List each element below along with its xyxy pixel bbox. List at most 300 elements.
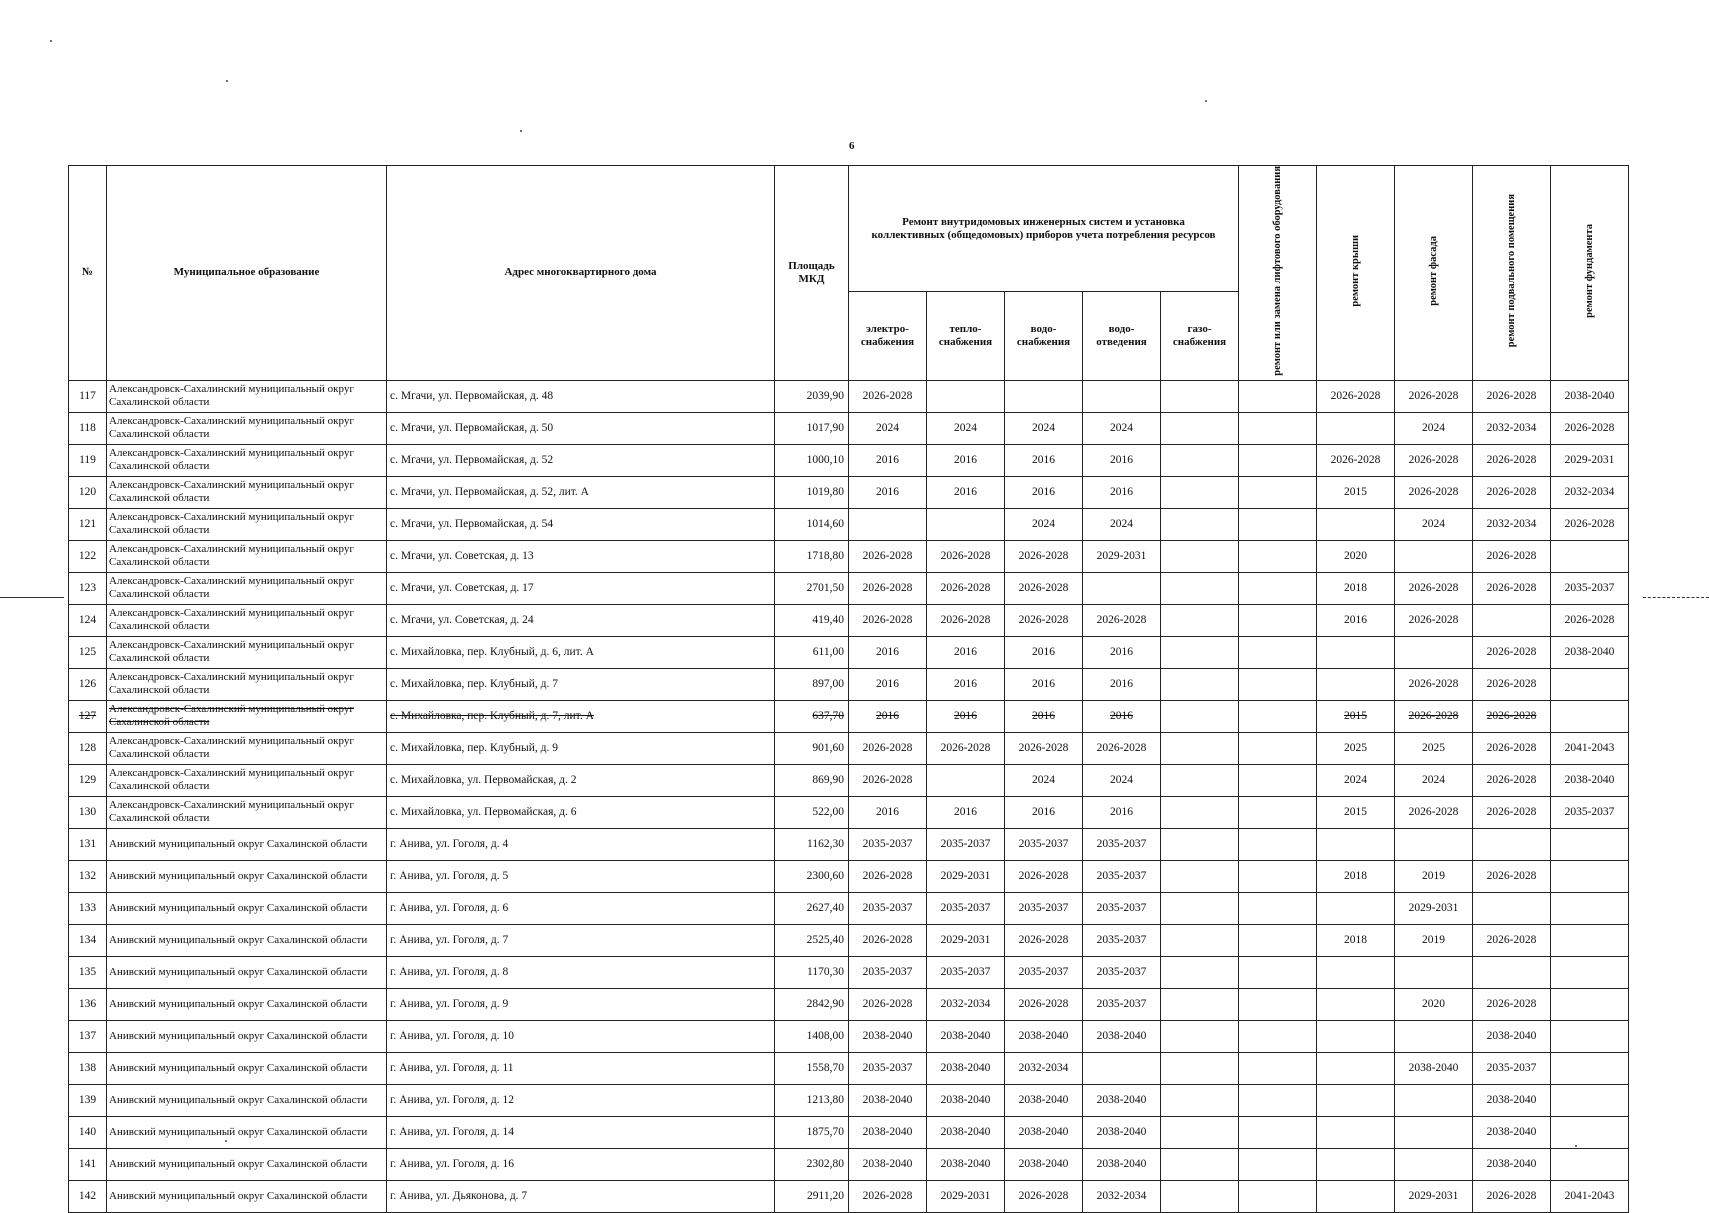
address-cell: с. Мгачи, ул. Советская, д. 17 [387,572,775,604]
gas-cell [1161,732,1239,764]
table-row [69,764,1629,796]
foundation-cell [1551,540,1629,572]
gas-cell [1161,508,1239,540]
scan-speck [1205,100,1207,102]
address-cell: г. Анива, ул. Гоголя, д. 10 [387,1020,775,1052]
roof-cell [1317,1116,1395,1148]
basement-cell: 2038-2040 [1473,1020,1551,1052]
address-cell: с. Михайловка, ул. Первомайская, д. 2 [387,764,775,796]
area-cell: 2911,20 [775,1180,849,1212]
facade-cell: 2019 [1395,924,1473,956]
address-cell: с. Мгачи, ул. Первомайская, д. 52, лит. А [387,476,775,508]
lift-cell [1239,956,1317,988]
heat-cell: 2026-2028 [927,572,1005,604]
lift-cell [1239,604,1317,636]
water-cell: 2038-2040 [1005,1148,1083,1180]
sewer-cell: 2016 [1083,636,1161,668]
heat-cell: 2026-2028 [927,540,1005,572]
roof-cell: 2015 [1317,796,1395,828]
lift-cell [1239,412,1317,444]
water-cell: 2032-2034 [1005,1052,1083,1084]
lift-cell [1239,828,1317,860]
lift-cell [1239,668,1317,700]
facade-cell: 2026-2028 [1395,476,1473,508]
lift-cell [1239,444,1317,476]
roof-cell [1317,892,1395,924]
header-facade: ремонт фасада [1395,166,1473,381]
heat-cell: 2016 [927,700,1005,732]
water-cell: 2016 [1005,636,1083,668]
basement-cell: 2026-2028 [1473,860,1551,892]
basement-cell [1473,604,1551,636]
gas-cell [1161,668,1239,700]
gas-cell [1161,412,1239,444]
address-cell: г. Анива, ул. Гоголя, д. 4 [387,828,775,860]
gas-cell [1161,572,1239,604]
water-cell: 2016 [1005,668,1083,700]
area-cell: 2525,40 [775,924,849,956]
gas-cell [1161,700,1239,732]
water-cell [1005,380,1083,412]
sewer-cell: 2038-2040 [1083,1116,1161,1148]
area-cell: 2039,90 [775,380,849,412]
area-cell: 2300,60 [775,860,849,892]
lift-cell [1239,476,1317,508]
municipality-cell: Анивский муниципальный округ Сахалинской области [107,988,387,1020]
table-row [69,412,1629,444]
facade-cell: 2026-2028 [1395,444,1473,476]
area-cell: 1014,60 [775,508,849,540]
municipality-cell: Александровск-Сахалинский муниципальный округ Сахалинской области [107,412,387,444]
facade-cell [1395,1020,1473,1052]
basement-cell: 2032-2034 [1473,508,1551,540]
header-water: водо-снабжения [1005,292,1083,381]
sewer-cell: 2035-2037 [1083,860,1161,892]
area-cell: 869,90 [775,764,849,796]
area-cell: 901,60 [775,732,849,764]
facade-cell: 2020 [1395,988,1473,1020]
table-row [69,892,1629,924]
electricity-cell: 2035-2037 [849,892,927,924]
municipality-cell: Анивский муниципальный округ Сахалинской области [107,956,387,988]
heat-cell: 2035-2037 [927,828,1005,860]
roof-cell [1317,828,1395,860]
area-cell: 522,00 [775,796,849,828]
area-cell: 1162,30 [775,828,849,860]
municipality-cell: Александровск-Сахалинский муниципальный округ Сахалинской области [107,476,387,508]
facade-cell: 2024 [1395,508,1473,540]
heat-cell: 2026-2028 [927,732,1005,764]
scan-speck [226,80,228,82]
table-row [69,1020,1629,1052]
sewer-cell: 2035-2037 [1083,924,1161,956]
address-cell: г. Анива, ул. Гоголя, д. 6 [387,892,775,924]
address-cell: г. Анива, ул. Гоголя, д. 9 [387,988,775,1020]
area-cell: 1000,10 [775,444,849,476]
electricity-cell: 2016 [849,444,927,476]
area-cell: 2701,50 [775,572,849,604]
table-row [69,924,1629,956]
roof-cell: 2015 [1317,476,1395,508]
row-number: 134 [69,924,107,956]
sewer-cell: 2038-2040 [1083,1020,1161,1052]
table-row [69,732,1629,764]
heat-cell: 2029-2031 [927,1180,1005,1212]
municipality-cell: Анивский муниципальный округ Сахалинской области [107,860,387,892]
municipality-cell: Анивский муниципальный округ Сахалинской области [107,1116,387,1148]
row-number: 124 [69,604,107,636]
gas-cell [1161,988,1239,1020]
header-area: Площадь МКД [775,166,849,381]
electricity-cell: 2016 [849,636,927,668]
facade-cell: 2024 [1395,764,1473,796]
row-number: 141 [69,1148,107,1180]
municipality-cell: Александровск-Сахалинский муниципальный округ Сахалинской области [107,796,387,828]
basement-cell: 2026-2028 [1473,988,1551,1020]
gas-cell [1161,924,1239,956]
facade-cell: 2029-2031 [1395,1180,1473,1212]
heat-cell: 2038-2040 [927,1020,1005,1052]
right-margin-line [1643,597,1709,598]
foundation-cell [1551,956,1629,988]
address-cell: г. Анива, ул. Гоголя, д. 12 [387,1084,775,1116]
lift-cell [1239,636,1317,668]
table-row [69,1116,1629,1148]
row-number: 118 [69,412,107,444]
municipality-cell: Александровск-Сахалинский муниципальный округ Сахалинской области [107,444,387,476]
electricity-cell: 2035-2037 [849,1052,927,1084]
roof-cell: 2018 [1317,860,1395,892]
sewer-cell [1083,380,1161,412]
row-number: 131 [69,828,107,860]
foundation-cell: 2038-2040 [1551,764,1629,796]
gas-cell [1161,1052,1239,1084]
lift-cell [1239,540,1317,572]
sewer-cell: 2038-2040 [1083,1148,1161,1180]
gas-cell [1161,476,1239,508]
table-row [69,508,1629,540]
sewer-cell: 2016 [1083,476,1161,508]
row-number: 132 [69,860,107,892]
lift-cell [1239,924,1317,956]
municipality-cell: Александровск-Сахалинский муниципальный округ Сахалинской области [107,732,387,764]
table-row [69,540,1629,572]
water-cell: 2024 [1005,764,1083,796]
gas-cell [1161,796,1239,828]
facade-cell [1395,1116,1473,1148]
address-cell: с. Михайловка, пер. Клубный, д. 9 [387,732,775,764]
address-cell: с. Михайловка, пер. Клубный, д. 6, лит. А [387,636,775,668]
roof-cell [1317,1020,1395,1052]
gas-cell [1161,1020,1239,1052]
facade-cell [1395,540,1473,572]
header-electricity: электро-снабжения [849,292,927,381]
sewer-cell: 2026-2028 [1083,732,1161,764]
water-cell: 2026-2028 [1005,572,1083,604]
foundation-cell: 2041-2043 [1551,732,1629,764]
header-heat: тепло-снабжения [927,292,1005,381]
address-cell: г. Анива, ул. Гоголя, д. 16 [387,1148,775,1180]
repair-schedule-table [68,165,1629,1213]
table-row [69,796,1629,828]
foundation-cell [1551,924,1629,956]
table-row [69,444,1629,476]
sewer-cell: 2026-2028 [1083,604,1161,636]
roof-cell: 2026-2028 [1317,380,1395,412]
roof-cell: 2018 [1317,924,1395,956]
table-row [69,476,1629,508]
row-number: 140 [69,1116,107,1148]
sewer-cell: 2032-2034 [1083,1180,1161,1212]
basement-cell: 2026-2028 [1473,796,1551,828]
water-cell: 2026-2028 [1005,732,1083,764]
gas-cell [1161,604,1239,636]
electricity-cell: 2016 [849,668,927,700]
electricity-cell: 2016 [849,796,927,828]
foundation-cell [1551,988,1629,1020]
facade-cell [1395,956,1473,988]
electricity-cell: 2026-2028 [849,380,927,412]
municipality-cell: Александровск-Сахалинский муниципальный округ Сахалинской области [107,636,387,668]
foundation-cell [1551,1052,1629,1084]
facade-cell [1395,828,1473,860]
gas-cell [1161,380,1239,412]
address-cell: г. Анива, ул. Гоголя, д. 14 [387,1116,775,1148]
row-number: 133 [69,892,107,924]
heat-cell: 2016 [927,796,1005,828]
header-foundation: ремонт фундамента [1551,166,1629,381]
lift-cell [1239,380,1317,412]
basement-cell: 2026-2028 [1473,636,1551,668]
row-number: 142 [69,1180,107,1212]
area-cell: 1558,70 [775,1052,849,1084]
basement-cell: 2026-2028 [1473,732,1551,764]
address-cell: г. Анива, ул. Гоголя, д. 8 [387,956,775,988]
facade-cell: 2038-2040 [1395,1052,1473,1084]
electricity-cell: 2026-2028 [849,572,927,604]
roof-cell: 2026-2028 [1317,444,1395,476]
heat-cell: 2029-2031 [927,860,1005,892]
basement-cell: 2026-2028 [1473,572,1551,604]
roof-cell [1317,956,1395,988]
facade-cell: 2026-2028 [1395,380,1473,412]
lift-cell [1239,892,1317,924]
water-cell: 2016 [1005,700,1083,732]
address-cell: с. Мгачи, ул. Советская, д. 24 [387,604,775,636]
foundation-cell [1551,668,1629,700]
area-cell: 2627,40 [775,892,849,924]
row-number: 120 [69,476,107,508]
table-row [69,668,1629,700]
foundation-cell: 2026-2028 [1551,412,1629,444]
foundation-cell [1551,892,1629,924]
heat-cell [927,380,1005,412]
area-cell: 897,00 [775,668,849,700]
water-cell: 2016 [1005,796,1083,828]
area-cell: 637,70 [775,700,849,732]
gas-cell [1161,1180,1239,1212]
roof-cell [1317,1148,1395,1180]
foundation-cell [1551,1148,1629,1180]
electricity-cell: 2035-2037 [849,828,927,860]
foundation-cell: 2035-2037 [1551,796,1629,828]
sewer-cell: 2029-2031 [1083,540,1161,572]
address-cell: г. Анива, ул. Дьяконова, д. 7 [387,1180,775,1212]
facade-cell: 2026-2028 [1395,796,1473,828]
basement-cell: 2026-2028 [1473,700,1551,732]
heat-cell: 2024 [927,412,1005,444]
sewer-cell [1083,572,1161,604]
address-cell: с. Мгачи, ул. Первомайская, д. 50 [387,412,775,444]
lift-cell [1239,796,1317,828]
area-cell: 1718,80 [775,540,849,572]
heat-cell: 2035-2037 [927,892,1005,924]
address-cell: с. Мгачи, ул. Первомайская, д. 48 [387,380,775,412]
water-cell: 2026-2028 [1005,988,1083,1020]
table-row [69,1052,1629,1084]
facade-cell [1395,636,1473,668]
electricity-cell: 2026-2028 [849,988,927,1020]
roof-cell [1317,508,1395,540]
address-cell: с. Мгачи, ул. Первомайская, д. 54 [387,508,775,540]
foundation-cell: 2041-2043 [1551,1180,1629,1212]
scan-speck [520,130,522,132]
water-cell: 2026-2028 [1005,860,1083,892]
lift-cell [1239,860,1317,892]
sewer-cell: 2016 [1083,444,1161,476]
water-cell: 2026-2028 [1005,540,1083,572]
basement-cell: 2032-2034 [1473,412,1551,444]
heat-cell: 2016 [927,444,1005,476]
header-address: Адрес многоквартирного дома [387,166,775,381]
lift-cell [1239,1148,1317,1180]
gas-cell [1161,444,1239,476]
roof-cell: 2025 [1317,732,1395,764]
facade-cell: 2026-2028 [1395,604,1473,636]
area-cell: 1875,70 [775,1116,849,1148]
sewer-cell: 2035-2037 [1083,956,1161,988]
heat-cell: 2038-2040 [927,1052,1005,1084]
facade-cell: 2019 [1395,860,1473,892]
table-row [69,636,1629,668]
row-number: 138 [69,1052,107,1084]
roof-cell: 2015 [1317,700,1395,732]
foundation-cell: 2026-2028 [1551,604,1629,636]
municipality-cell: Александровск-Сахалинский муниципальный округ Сахалинской области [107,572,387,604]
header-gas: газо-снабжения [1161,292,1239,381]
table-row [69,700,1629,732]
address-cell: с. Мгачи, ул. Первомайская, д. 52 [387,444,775,476]
area-cell: 1017,90 [775,412,849,444]
heat-cell: 2029-2031 [927,924,1005,956]
municipality-cell: Александровск-Сахалинский муниципальный округ Сахалинской области [107,668,387,700]
foundation-cell: 2032-2034 [1551,476,1629,508]
row-number: 125 [69,636,107,668]
address-cell: г. Анива, ул. Гоголя, д. 5 [387,860,775,892]
sewer-cell: 2016 [1083,700,1161,732]
foundation-cell [1551,860,1629,892]
foundation-cell [1551,1116,1629,1148]
table-row [69,572,1629,604]
water-cell: 2035-2037 [1005,956,1083,988]
water-cell: 2026-2028 [1005,1180,1083,1212]
roof-cell [1317,1084,1395,1116]
address-cell: с. Михайловка, пер. Клубный, д. 7, лит. А [387,700,775,732]
heat-cell: 2032-2034 [927,988,1005,1020]
electricity-cell: 2016 [849,700,927,732]
area-cell: 419,40 [775,604,849,636]
facade-cell [1395,1148,1473,1180]
basement-cell: 2026-2028 [1473,1180,1551,1212]
municipality-cell: Александровск-Сахалинский муниципальный округ Сахалинской области [107,764,387,796]
lift-cell [1239,1020,1317,1052]
heat-cell: 2016 [927,476,1005,508]
sewer-cell: 2038-2040 [1083,1084,1161,1116]
table-row [69,1084,1629,1116]
water-cell: 2016 [1005,476,1083,508]
municipality-cell: Александровск-Сахалинский муниципальный округ Сахалинской области [107,380,387,412]
header-engineering-group: Ремонт внутридомовых инженерных систем и установка коллективных (общедомовых) приборов учета потребления ресурсов [849,166,1239,292]
water-cell: 2038-2040 [1005,1084,1083,1116]
electricity-cell: 2026-2028 [849,764,927,796]
lift-cell [1239,1116,1317,1148]
sewer-cell: 2035-2037 [1083,988,1161,1020]
header-num: № [69,166,107,381]
roof-cell: 2020 [1317,540,1395,572]
left-margin-line [0,597,64,598]
gas-cell [1161,540,1239,572]
gas-cell [1161,828,1239,860]
municipality-cell: Анивский муниципальный округ Сахалинской области [107,1020,387,1052]
lift-cell [1239,764,1317,796]
facade-cell: 2026-2028 [1395,668,1473,700]
row-number: 123 [69,572,107,604]
heat-cell: 2016 [927,636,1005,668]
gas-cell [1161,956,1239,988]
basement-cell: 2026-2028 [1473,540,1551,572]
facade-cell: 2025 [1395,732,1473,764]
basement-cell: 2038-2040 [1473,1148,1551,1180]
foundation-cell: 2026-2028 [1551,508,1629,540]
gas-cell [1161,764,1239,796]
roof-cell [1317,636,1395,668]
facade-cell [1395,1084,1473,1116]
table-row [69,956,1629,988]
header-sewer: водо-отведения [1083,292,1161,381]
municipality-cell: Анивский муниципальный округ Сахалинской области [107,1148,387,1180]
gas-cell [1161,1116,1239,1148]
area-cell: 611,00 [775,636,849,668]
heat-cell [927,764,1005,796]
table-row [69,1180,1629,1212]
basement-cell [1473,892,1551,924]
water-cell: 2026-2028 [1005,924,1083,956]
row-number: 121 [69,508,107,540]
heat-cell: 2026-2028 [927,604,1005,636]
water-cell: 2035-2037 [1005,892,1083,924]
roof-cell: 2016 [1317,604,1395,636]
electricity-cell: 2026-2028 [849,860,927,892]
area-cell: 2842,90 [775,988,849,1020]
sewer-cell [1083,1052,1161,1084]
address-cell: г. Анива, ул. Гоголя, д. 11 [387,1052,775,1084]
electricity-cell: 2035-2037 [849,956,927,988]
electricity-cell: 2038-2040 [849,1084,927,1116]
roof-cell [1317,988,1395,1020]
foundation-cell [1551,700,1629,732]
heat-cell: 2038-2040 [927,1116,1005,1148]
facade-cell: 2024 [1395,412,1473,444]
